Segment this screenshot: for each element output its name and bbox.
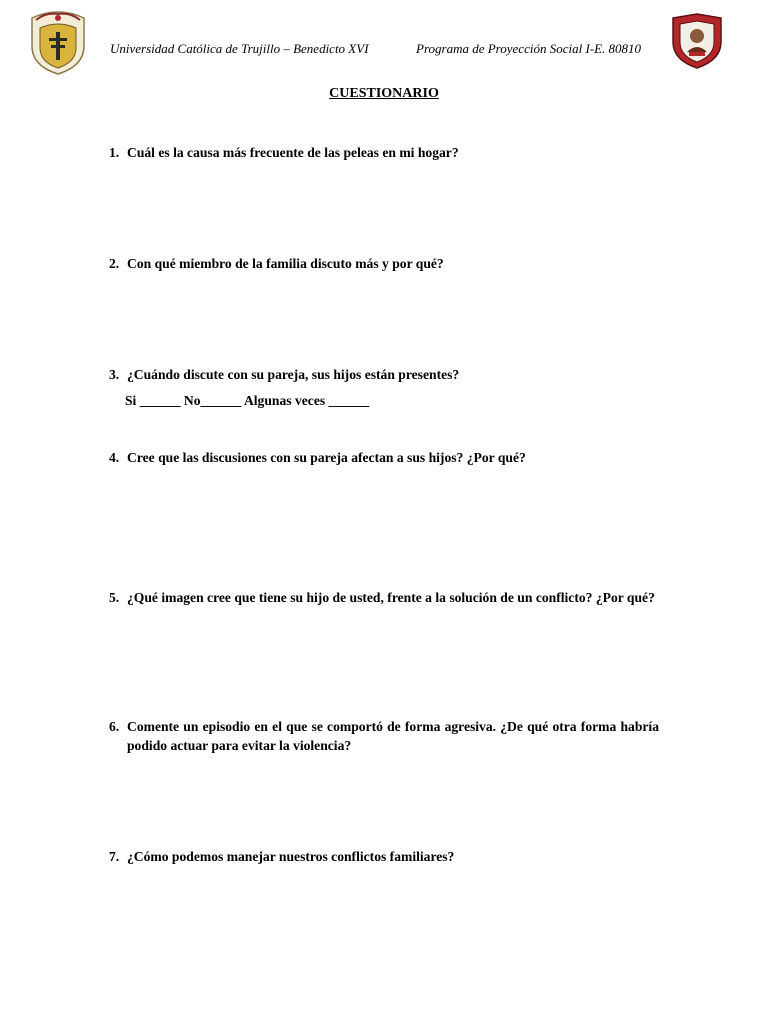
header-university-name: Universidad Católica de Trujillo – Benedicto XVI <box>110 41 369 56</box>
question-4 <box>109 448 659 467</box>
question-text: Comente un episodio en el que se comportó de forma agresiva. ¿De qué otra forma habría podido actuar para evitar la violencia? <box>127 719 659 753</box>
question-text: ¿Cómo podemos manejar nuestros conflictos familiares? <box>127 849 455 864</box>
question-text: Con qué miembro de la familia discuto más y por qué? <box>127 256 444 271</box>
question-text: ¿Qué imagen cree que tiene su hijo de usted, frente a la solución de un conflicto? ¿Por qué? <box>127 590 655 605</box>
question-text: ¿Cuándo discute con su pareja, sus hijos están presentes? <box>127 367 460 382</box>
university-crest-icon <box>26 10 90 76</box>
question-3-options: Si ______ No______ Algunas veces ______ <box>125 393 370 408</box>
question-7 <box>109 847 659 866</box>
question-2 <box>109 254 659 273</box>
question-number: 7. <box>109 849 120 864</box>
school-shield-icon <box>669 12 725 70</box>
question-6 <box>109 717 659 755</box>
question-number: 2. <box>109 256 120 271</box>
question-5 <box>109 588 659 607</box>
question-text: Cuál es la causa más frecuente de las peleas en mi hogar? <box>127 145 459 160</box>
question-number: 3. <box>109 367 120 382</box>
header-program-name: Programa de Proyección Social I-E. 80810 <box>416 41 642 56</box>
question-number: 4. <box>109 450 120 465</box>
question-number: 5. <box>109 590 120 605</box>
question-text: Cree que las discusiones con su pareja afectan a sus hijos? ¿Por qué? <box>127 450 526 465</box>
question-number: 6. <box>109 719 120 734</box>
question-number: 1. <box>109 145 120 160</box>
page-title: CUESTIONARIO <box>329 86 439 101</box>
question-3 <box>109 365 659 384</box>
question-1 <box>109 143 659 162</box>
